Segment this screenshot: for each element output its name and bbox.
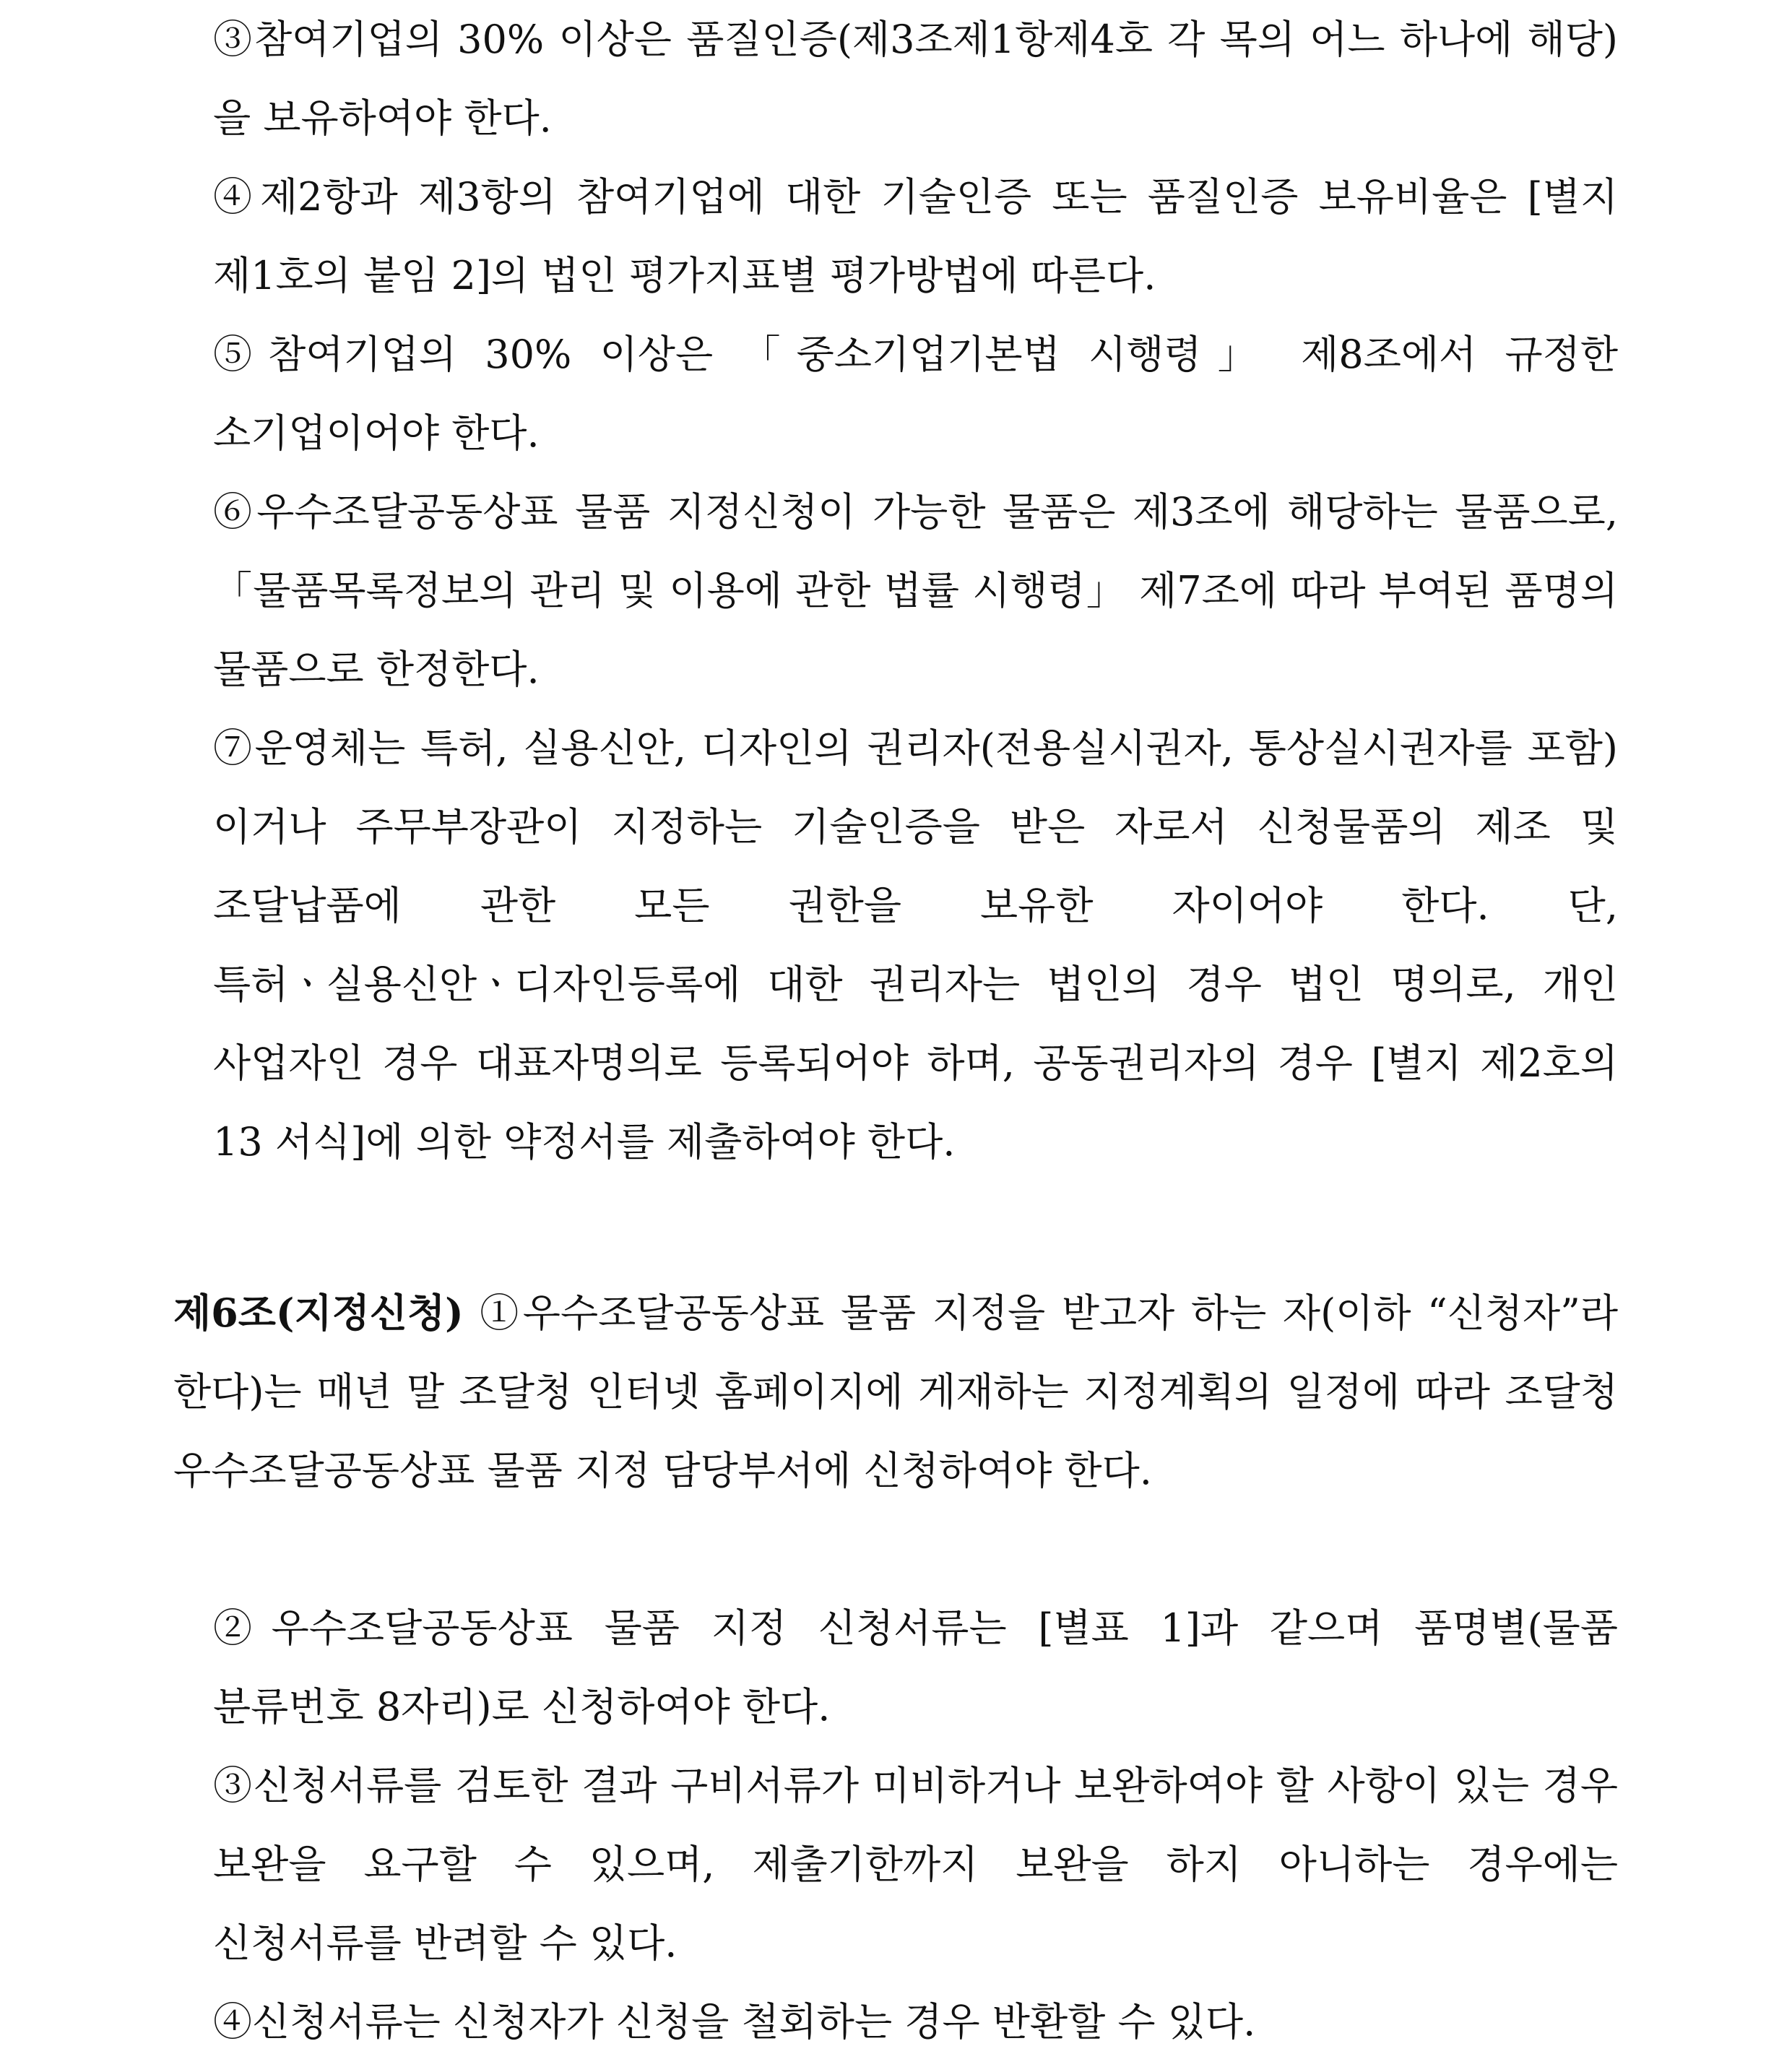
article5-item-4: ④제2항과 제3항의 참여기업에 대한 기술인증 또는 품질인증 보유비율은 [별지 제1호의 붙임 2]의 법인 평가지표별 평가방법에 따른다. [213,174,1618,298]
article6-paragraph [173,1274,1618,1510]
article6-item-4: ④신청서류는 신청자가 신청을 철회하는 경우 반환할 수 있다. [213,1999,1256,2045]
article6-item-2: ②우수조달공동상표 물품 지정 신청서류는 [별표 1]과 같으며 품명별(물품 분류번호 8자리)로 신청하여야 한다. [213,1605,1618,1730]
article5-item-7: ⑦운영체는 특허, 실용신안, 디자인의 권리자(전용실시권자, 통상실시권자를 포함)이거나 주무부장관이 지정하는 기술인증을 받은 자로서 신청물품의 제조 및 조달납품에 관한 모든 권한을 보유한 자이어야 한다. 단, 특허ㆍ실용신안ㆍ디자인등록에 대한 권리자는 법인의 경우 법인 명의로, 개인 사업자인 경우 대표자명의로 등록되어야 하며, 공동권리자의 경우 [별지 제2호의 13 서식]에 의한 약정서를 제출하여야 한다. [213,725,1618,1165]
article6-item-3: ③신청서류를 검토한 결과 구비서류가 미비하거나 보완하여야 할 사항이 있는 경우 보완을 요구할 수 있으며, 제출기한까지 보완을 하지 아니하는 경우에는 신청서류를 반려할 수 있다. [213,1763,1618,1966]
article5-item-5: ⑤참여기업의 30% 이상은 「중소기업기본법 시행령」 제8조에서 규정한 소기업이어야 한다. [213,332,1618,456]
article5-item-6: ⑥우수조달공동상표 물품 지정신청이 가능한 물품은 제3조에 해당하는 물품으로, 「물품목록정보의 관리 및 이용에 관한 법률 시행령」 제7조에 따라 부여된 품명의 물품으로 한정한다. [213,489,1618,692]
article6-title: 제6조(지정신청) [173,1290,464,1336]
article6-item-1: ①우수조달공동상표 물품 지정을 받고자 하는 자(이하 “신청자”라 한다)는 매년 말 조달청 인터넷 홈페이지에 게재하는 지정계획의 일정에 따라 조달청 우수조달공동상표 물품 지정 담당부서에 신청하여야 한다. [173,1290,1618,1493]
article5-item-3: ③참여기업의 30% 이상은 품질인증(제3조제1항제4호 각 목의 어느 하나에 해당)을 보유하여야 한다. [213,17,1618,141]
